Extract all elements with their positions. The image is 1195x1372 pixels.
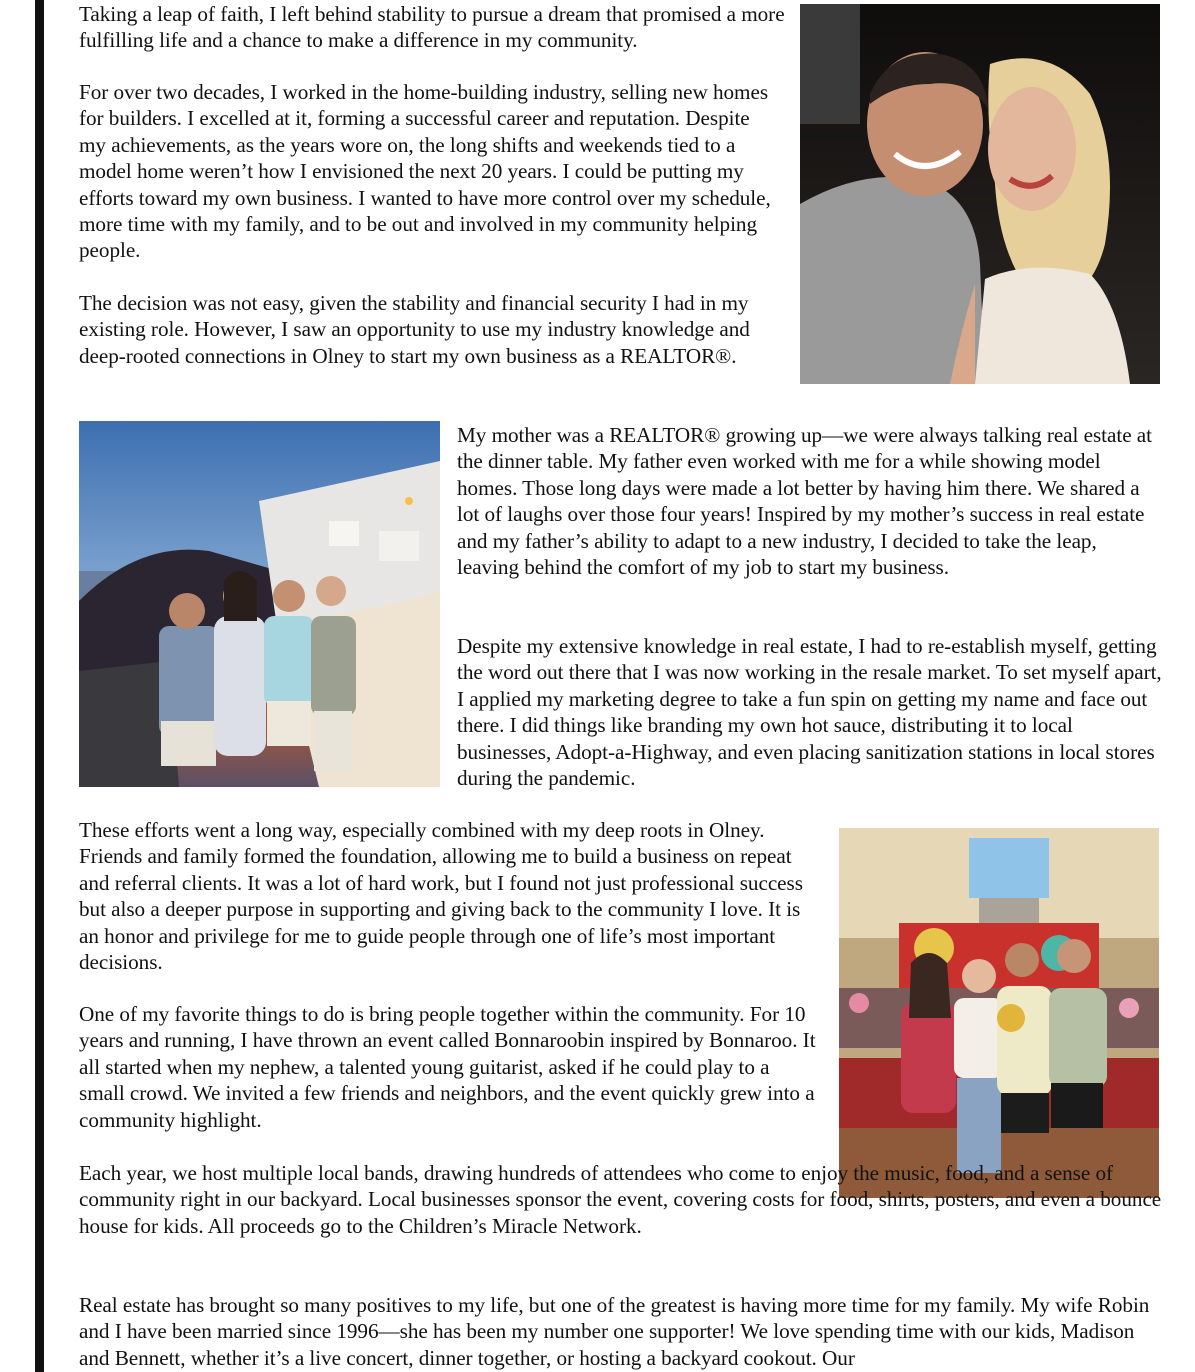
photo-couple — [800, 4, 1160, 384]
paragraph-family: Real estate has brought so many positives to my life, but one of the greatest is having more time for my family. My wife Robin and I have been married since 1996—she has been my number one supporter! We love spending time with our kids, Madison and Bennett, whether it’s a live concert, dinner together, or hosting a backyard cookout. Our — [79, 1293, 1150, 1370]
paragraph-decision: The decision was not easy, given the stability and financial security I had in my existing role. However, I saw an opportunity to use my industry knowledge and deep-rooted connections in Olney to start my own business as a REALTOR®. — [79, 291, 750, 368]
paragraph-reestablish: Despite my extensive knowledge in real estate, I had to re-establish myself, getting the word out there that I was now working in the resale market. To set myself apart, I applied my marketing degree to take a fun spin on getting my name and face out there. I did things like branding my own hot sauce, distributing it to local businesses, Adopt-a-Highway, and even placing sanitization stations in local stores during the pandemic. — [457, 634, 1162, 791]
paragraph-intro: Taking a leap of faith, I left behind stability to pursue a dream that promised a more fulfilling life and a chance to make a difference in my community. — [79, 2, 785, 53]
photo-group-sunset — [79, 421, 440, 787]
paragraph-mother-realtor: My mother was a REALTOR® growing up—we were always talking real estate at the dinner table. My father even worked with me for a while showing model homes. Those long days were made a lot better by having him there. We shared a lot of laughs over those four years! Inspired by my mother’s success in real estate and my father’s ability to adapt to a new industry, I decided to take the leap, leaving behind the comfort of my job to start my business. — [457, 423, 1152, 580]
paragraph-efforts: These efforts went a long way, especially combined with my deep roots in Olney. Friends and family formed the foundation, allowing me to build a business on repeat and referral clients. It was a lot of hard work, but I found not just professional success but also a deeper purpose in supporting and giving back to the community I love. It is an honor and privilege for me to guide people through one of life’s most important decisions. — [79, 818, 803, 975]
photo-group-love-sign — [839, 828, 1159, 1198]
paragraph-each-year: Each year, we host multiple local bands, drawing hundreds of attendees who come to enjoy the music, food, and a sense of community right in our backyard. Local businesses sponsor the event, covering costs for food, shirts, posters, and even a bounce house for kids. All proceeds go to the Children’s Miracle Network. — [79, 1161, 1162, 1238]
paragraph-bonnaroobin: One of my favorite things to do is bring people together within the community. For 10 years and running, I have thrown an event called Bonnaroobin inspired by Bonnaroo. It all started when my nephew, a talented young guitarist, asked if he could play to a small crowd. We invited a few friends and neighbors, and the event quickly grew into a community highlight. — [79, 1002, 816, 1132]
paragraph-career: For over two decades, I worked in the home-building industry, selling new homes for builders. I excelled at it, forming a successful career and reputation. Despite my achievements, as the years wore on, the long shifts and weekends tied to a model home weren’t how I envisioned the next 20 years. I could be putting my efforts toward my own business. I wanted to have more control over my schedule, more time with my family, and to be out and involved in my community helping people. — [79, 80, 771, 263]
left-margin-bar — [35, 0, 44, 1372]
